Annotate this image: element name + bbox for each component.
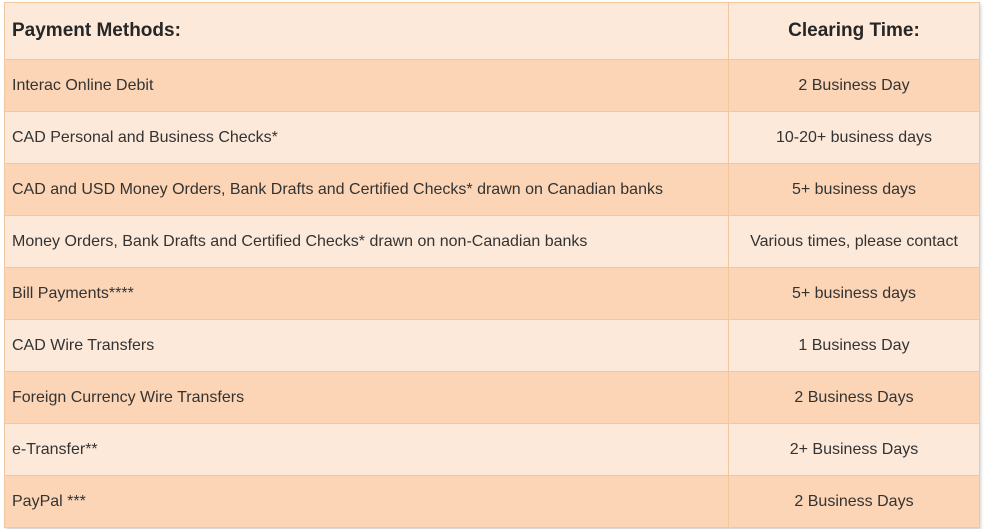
payment-methods-header: Payment Methods: [5, 3, 729, 60]
payment-method-cell: CAD Wire Transfers [5, 320, 729, 372]
clearing-time-cell: 5+ business days [729, 268, 980, 320]
table-row [5, 268, 980, 320]
payment-methods-table [4, 2, 980, 528]
payment-method-cell: CAD Personal and Business Checks* [5, 112, 729, 164]
payment-method-cell: Money Orders, Bank Drafts and Certified Checks* drawn on non-Canadian banks [5, 216, 729, 268]
payment-method-cell: Interac Online Debit [5, 60, 729, 112]
clearing-time-cell: Various times, please contact [729, 216, 980, 268]
clearing-time-cell: 2 Business Day [729, 60, 980, 112]
payment-method-cell: Foreign Currency Wire Transfers [5, 372, 729, 424]
table-row [5, 372, 980, 424]
table-header-row [5, 3, 980, 60]
table-row [5, 424, 980, 476]
clearing-time-cell: 10-20+ business days [729, 112, 980, 164]
payment-method-cell: PayPal *** [5, 476, 729, 528]
payment-method-cell: Bill Payments**** [5, 268, 729, 320]
payment-methods-table-container [4, 2, 979, 528]
table-row [5, 164, 980, 216]
table-row [5, 60, 980, 112]
table-row [5, 476, 980, 528]
table-row [5, 320, 980, 372]
payment-method-cell: e-Transfer** [5, 424, 729, 476]
clearing-time-cell: 2+ Business Days [729, 424, 980, 476]
clearing-time-header: Clearing Time: [729, 3, 980, 60]
payment-method-cell: CAD and USD Money Orders, Bank Drafts and Certified Checks* drawn on Canadian banks [5, 164, 729, 216]
table-row [5, 216, 980, 268]
table-row [5, 112, 980, 164]
clearing-time-cell: 1 Business Day [729, 320, 980, 372]
clearing-time-cell: 2 Business Days [729, 476, 980, 528]
clearing-time-cell: 2 Business Days [729, 372, 980, 424]
clearing-time-cell: 5+ business days [729, 164, 980, 216]
